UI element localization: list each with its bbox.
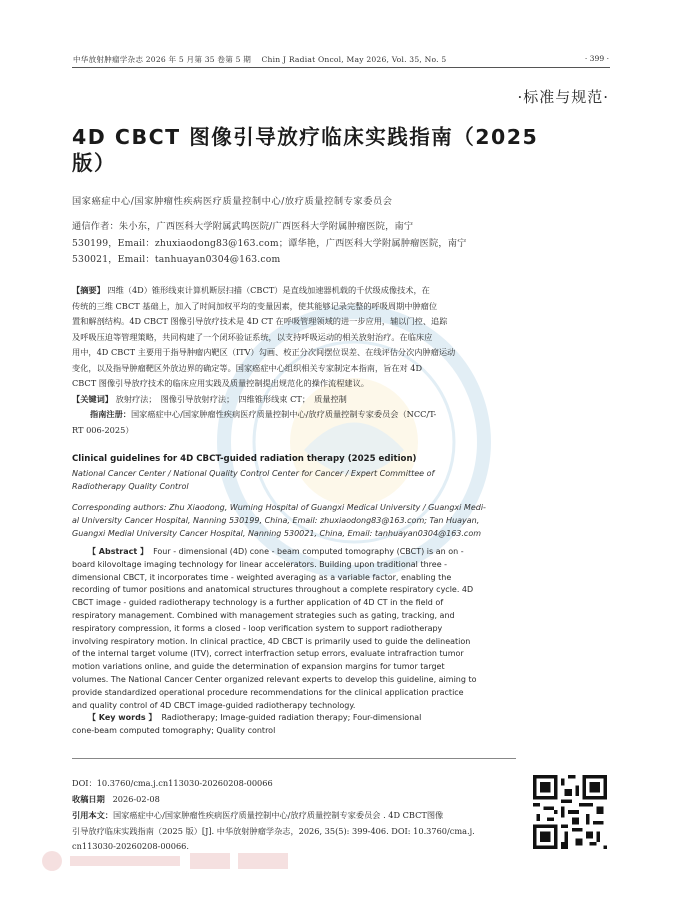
english-corr-line: al University Cancer Hospital, Nanning 530199, China, Email: zhuxiaodong83@163.com; Tan Huayan, <box>72 516 480 525</box>
column-label: ·标准与规范· <box>517 88 609 106</box>
abstract-en-line: recording of tumor positions and anatomical structures throughout a complete respiratory cycle. 4D <box>72 585 474 595</box>
english-correspondence <box>72 501 532 540</box>
abstract-label: 【摘要】 <box>72 285 105 295</box>
correspondence-cn <box>72 219 538 269</box>
abstract-en-line: respiratory management. Combined with management strategies such as gating, tracking, and <box>72 610 455 620</box>
abstract-en-line: Four - dimensional (4D) cone - beam computed tomography (CBCT) is an on - <box>153 547 464 556</box>
keywords-en: Radiotherapy; Image-guided radiation therapy; Four-dimensional <box>161 713 422 723</box>
english-corr-line: Corresponding authors: Zhu Xiaodong, Wuming Hospital of Guangxi Medical University / Guangxi Medi- <box>72 503 486 512</box>
registration-text: 国家癌症中心/国家肿瘤性疾病医疗质量控制中心/放疗质量控制专家委员会（NCC/T- <box>130 409 437 419</box>
received-label: 收稿日期 <box>72 794 105 804</box>
registration-label: 指南注册： <box>90 409 131 419</box>
corr-line: 530021，Email：tanhuayan0304@163.com <box>72 254 281 265</box>
abstract-en-line: board kilovoltage imaging technology for linear accelerators. Building upon traditional three - <box>72 559 448 569</box>
citation-label: 引用本文： <box>72 810 113 820</box>
received-date <box>72 792 522 808</box>
corr-line: 通信作者：朱小东，广西医科大学附属武鸣医院/广西医科大学附属肿瘤医院，南宁 <box>72 221 414 232</box>
english-title: Clinical guidelines for 4D CBCT-guided radiation therapy (2025 edition) <box>72 454 417 464</box>
keywords-label: 【关键词】 <box>72 393 113 404</box>
abstract-en-line: of the internal target volume (ITV), correct interfraction setup errors, evaluate intrafraction tumor <box>72 649 464 659</box>
abstract-line: 传统的三维 CBCT 基础上，加入了时间加权平均的变量因素，使其能够记录完整的呼吸周期中肿瘤位 <box>72 300 438 311</box>
registration-text-cont: RT 006-2025） <box>72 424 134 435</box>
keywords-en-label: 【 Key words 】 <box>88 713 157 723</box>
running-header <box>73 54 446 65</box>
abstract-line: 及呼吸压迫等管理策略，共同构建了一个闭环验证系统，以支持呼吸运动的相关放射治疗。在临床应 <box>72 331 433 342</box>
keywords-cn: 放射疗法； 图像引导放射疗法； 四维锥形线束 CT； 质量控制 <box>115 393 347 404</box>
abstract-en-label: 【 Abstract 】 <box>88 547 148 556</box>
english-corr-line: Guangxi Medial University Cancer Hospital, Nanning 530021, China, Email: tanhuayan0304@163.com <box>72 529 482 538</box>
abstract-en-line: respiratory compression, it forms a closed - loop verification system to support radiotherapy <box>72 623 443 633</box>
authors: 国家癌症中心/国家肿瘤性疾病医疗质量控制中心/放疗质量控制专家委员会 <box>72 196 393 207</box>
abstract-en-line: and quality control of 4D CBCT image-guided radiotherapy technology. <box>72 700 356 710</box>
abstract-en-line: dimensional CBCT, it incorporates time - weighted averaging as a variable factor, enabling the <box>72 572 452 582</box>
abstract-line: 变化，以及指导肿瘤靶区外放边界的确定等。国家癌症中心组织相关专家制定本指南，旨在对 4D <box>72 362 423 373</box>
article-title: 4D CBCT 图像引导放疗临床实践指南（2025 版） <box>72 125 539 175</box>
publisher-logo-watermark <box>40 848 300 874</box>
abstract-en-line: motion variations online, and guide the determination of expansion margins for tumor target <box>72 662 445 672</box>
abstract-line: 置和解剖结构。4D CBCT 图像引导放疗技术是 4D CT 在呼吸管理领域的进一步应用，辅以门控、追踪 <box>72 316 448 326</box>
abstract-line: 用中，4D CBCT 主要用于指导肿瘤内靶区（ITV）勾画、校正分次间摆位误差、在线评估分次内肿瘤运动 <box>72 347 456 357</box>
citation-line: 国家癌症中心/国家肿瘤性疾病医疗质量控制中心/放疗质量控制专家委员会 . 4D CBCT图像 <box>112 810 444 820</box>
abstract-cn <box>72 283 538 438</box>
citation-line: 引导放疗临床实践指南（2025 版）[J]. 中华放射肿瘤学杂志，2026, 35(5): 399-406. DOI: 10.3760/cma.j. <box>72 825 475 836</box>
english-org <box>72 467 532 493</box>
journal-en: Chin J Radiat Oncol, May 2026, Vol. 35, No. 5 <box>261 55 447 64</box>
abstract-en-line: provide standardized operational procedure recommendations for the clinical application practice <box>72 687 464 697</box>
abstract-line: 四维（4D）锥形线束计算机断层扫描（CBCT）是直线加速器机载的千伏级成像技术，在 <box>107 285 430 295</box>
citation-line: cn113030-20260208-00066. <box>72 841 189 851</box>
keywords-en-cont: cone-beam computed tomography; Quality control <box>72 726 276 736</box>
page-number: · 399 · <box>584 54 609 63</box>
corr-line: 530199，Email：zhuxiaodong83@163.com；谭华艳，广西医科大学附属肿瘤医院，南宁 <box>72 237 467 249</box>
abstract-en-line: CBCT image - guided radiotherapy technology is a further application of 4D CT in the field of <box>72 598 444 608</box>
footer-rule <box>72 758 516 759</box>
abstract-en <box>72 546 503 738</box>
abstract-en-line: volumes. The National Cancer Center organized relevant experts to develop this guideline, aiming to <box>72 674 477 684</box>
abstract-en-line: involving respiratory motion. In clinical practice, 4D CBCT is primarily used to guide the delineation <box>72 636 471 646</box>
english-org-line: Radiotherapy Quality Control <box>72 482 189 491</box>
received-value: 2026-02-08 <box>112 794 160 804</box>
doi[interactable]: DOI：10.3760/cma.j.cn113030-20260208-00066 <box>72 778 273 788</box>
qr-code-icon[interactable] <box>533 775 607 849</box>
english-org-line: National Cancer Center / National Quality Control Center for Cancer / Expert Committee of <box>72 469 435 478</box>
abstract-line: CBCT 图像引导放疗技术的临床应用实践及质量控制提出规范化的操作流程建议。 <box>72 378 369 388</box>
header-rule <box>72 67 610 68</box>
journal-cn: 中华放射肿瘤学杂志 2026 年 5 月第 35 卷第 5 期 <box>73 55 252 64</box>
